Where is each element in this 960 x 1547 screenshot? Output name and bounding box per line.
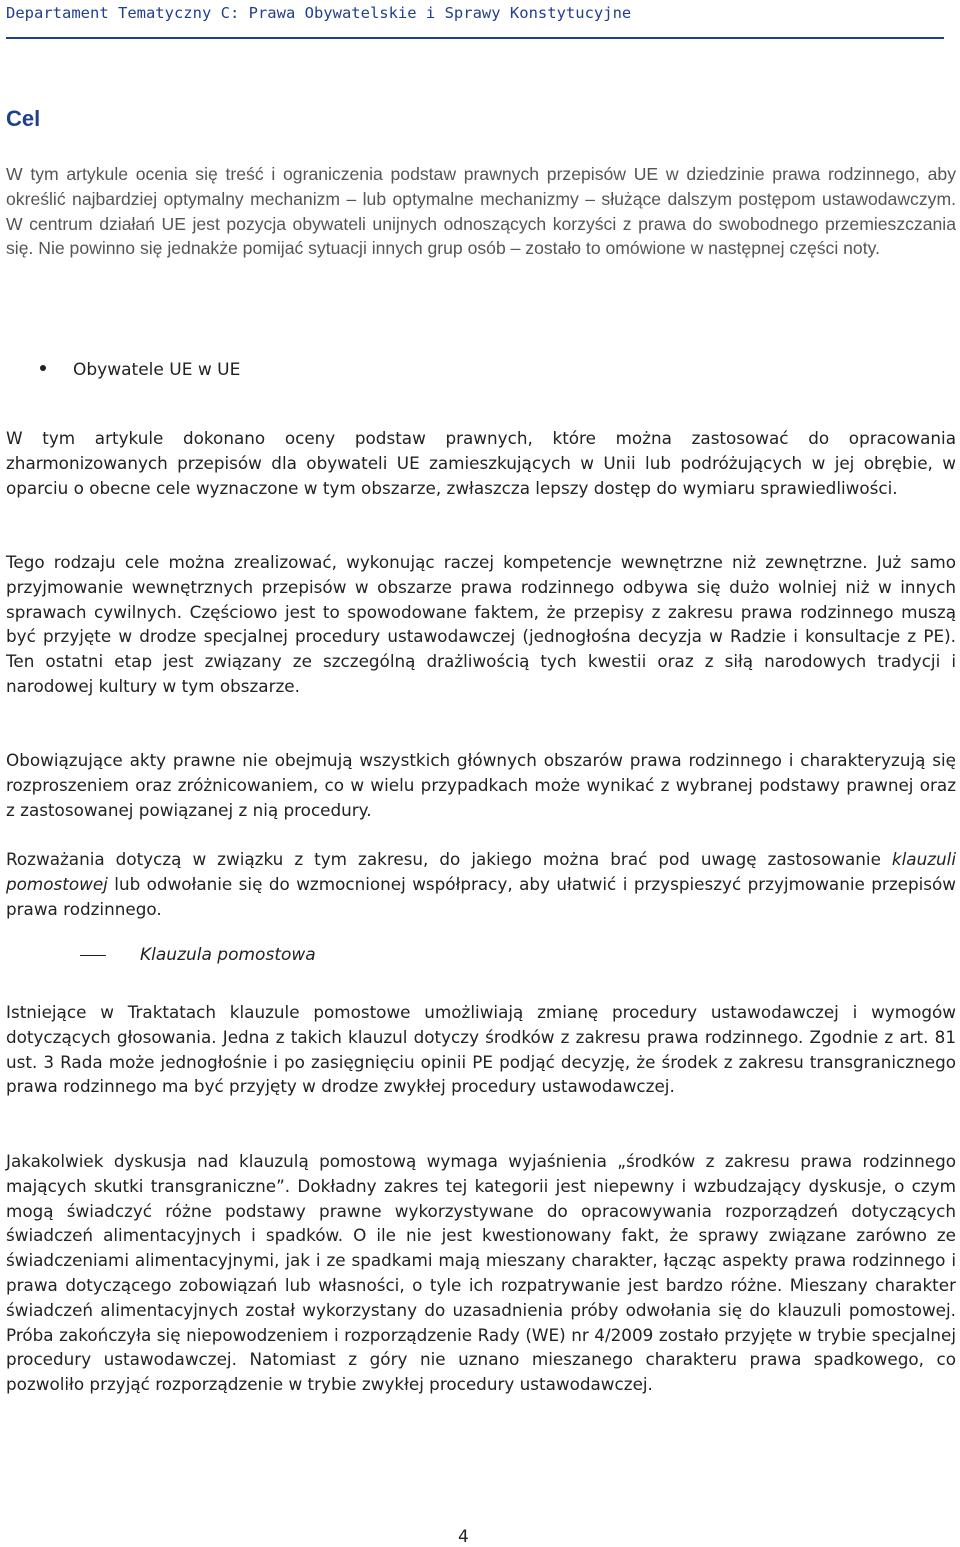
intro-paragraph: W tym artykule ocenia się treść i ograniczenia podstaw prawnych przepisów UE w dziedzinie prawa rodzinnego, aby określić najbardziej optymalny mechanizm – lub optymalne mechanizmy – służące dalszym postępom ustawodawczym. W centrum działań UE jest pozycja obywateli unijnych odnoszących korzyści z prawa do swobodnego przemieszczania się. Nie powinno się jednakże pomijać sytuacji innych grup osób – zostało to omówione w następnej części noty.: [6, 164, 956, 259]
running-header: Departament Tematyczny C: Prawa Obywatelskie i Sprawy Konstytucyjne: [6, 2, 944, 39]
dash-icon: [80, 955, 106, 956]
bullet-heading-label: Obywatele UE w UE: [73, 360, 241, 380]
bullet-heading: [40, 360, 240, 380]
paragraph-3: Obowiązujące akty prawne nie obejmują wszystkich głównych obszarów prawa rodzinnego i charakteryzują się rozproszeniem oraz zróżnicowaniem, co w wielu przypadkach może wynikać z wybranej podstawy prawnej oraz z zastosowanej powiązanej z nią procedury.: [6, 750, 956, 820]
bullet-icon: [40, 365, 46, 371]
paragraph-4-part-a: Rozważania dotyczą w związku z tym zakresu, do jakiego można brać pod uwagę zastosowanie: [6, 849, 892, 869]
paragraph-5: Istniejące w Traktatach klauzule pomostowe umożliwiają zmianę procedury ustawodawczej i wymogów dotyczących głosowania. Jedna z takich klauzul dotyczy środków z zakresu prawa rodzinnego. Zgodnie z art. 81 ust. 3 Rada może jednogłośnie i po zasięgnięciu opinii PE podjąć decyzję, że środek z zakresu transgranicznego prawa rodzinnego ma być przyjęty w drodze zwykłej procedury ustawodawczej.: [6, 1002, 956, 1097]
page-number: 4: [458, 1527, 469, 1547]
paragraph-4-emphasis: klauzuli pomostowej: [6, 849, 956, 894]
paragraph-4-part-b: lub odwołanie się do wzmocnionej współpracy, aby ułatwić i przyspieszyć przyjmowanie przepisów prawa rodzinnego.: [6, 873, 956, 919]
paragraph-6: Jakakolwiek dyskusja nad klauzulą pomostową wymaga wyjaśnienia „środków z zakresu prawa rodzinnego mających skutki transgraniczne”. Dokładny zakres tej kategorii jest niepewny i wzbudzający dyskusje, o czym mogą świadczyć różne podstawy prawne wykorzystywane do opracowywania rozporządzeń dotyczących świadczeń alimentacyjnych i spadków. O ile nie jest kwestionowany fakt, że sprawy związane zarówno ze świadczeniami alimentacyjnymi, jak i ze spadkami mają mieszany charakter, łącząc aspekty prawa rodzinnego i prawa dotyczącego zobowiązań lub własności, o tyle ich rozpatrywanie jest bardzo różne. Mieszany charakter świadczeń alimentacyjnych został wykorzystany do uzasadnienia próby odwołania się do klauzuli pomostowej. Próba zakończyła się niepowodzeniem i rozporządzenie Rady (WE) nr 4/2009 zostało przyjęte w trybie specjalnej procedury ustawodawczej. Natomiast z góry nie uznano mieszanego charakteru prawa spadkowego, co pozwoliło przyjąć rozporządzenie w trybie zwykłej procedury ustawodawczej.: [6, 1151, 956, 1395]
paragraph-1: W tym artykule dokonano oceny podstaw prawnych, które można zastosować do opracowania zharmonizowanych przepisów dla obywateli UE zamieszkujących w Unii lub podróżujących w jej obrębie, w oparciu o obecne cele wyznaczone w tym obszarze, zwłaszcza lepszy dostęp do wymiaru sprawiedliwości.: [6, 428, 956, 498]
subheading-label: Klauzula pomostowa: [140, 945, 316, 965]
paragraph-2: Tego rodzaju cele można zrealizować, wykonując raczej kompetencje wewnętrzne niż zewnętrzne. Już samo przyjmowanie wewnętrznych przepisów w obszarze prawa rodzinnego odbywa się dużo wolniej niż w innych sprawach cywilnych. Częściowo jest to spowodowane faktem, że przepisy z zakresu prawa rodzinnego muszą być przyjęte w drodze specjalnej procedury ustawodawczej (jednogłośna decyzja w Radzie i konsultacje z PE). Ten ostatni etap jest związany ze szczególną drażliwością tych kwestii oraz z siłą narodowych tradycji i narodowej kultury w tym obszarze.: [6, 552, 956, 696]
dash-subheading: [80, 945, 316, 965]
paragraph-4: [6, 847, 956, 921]
section-title: Cel: [6, 106, 41, 131]
